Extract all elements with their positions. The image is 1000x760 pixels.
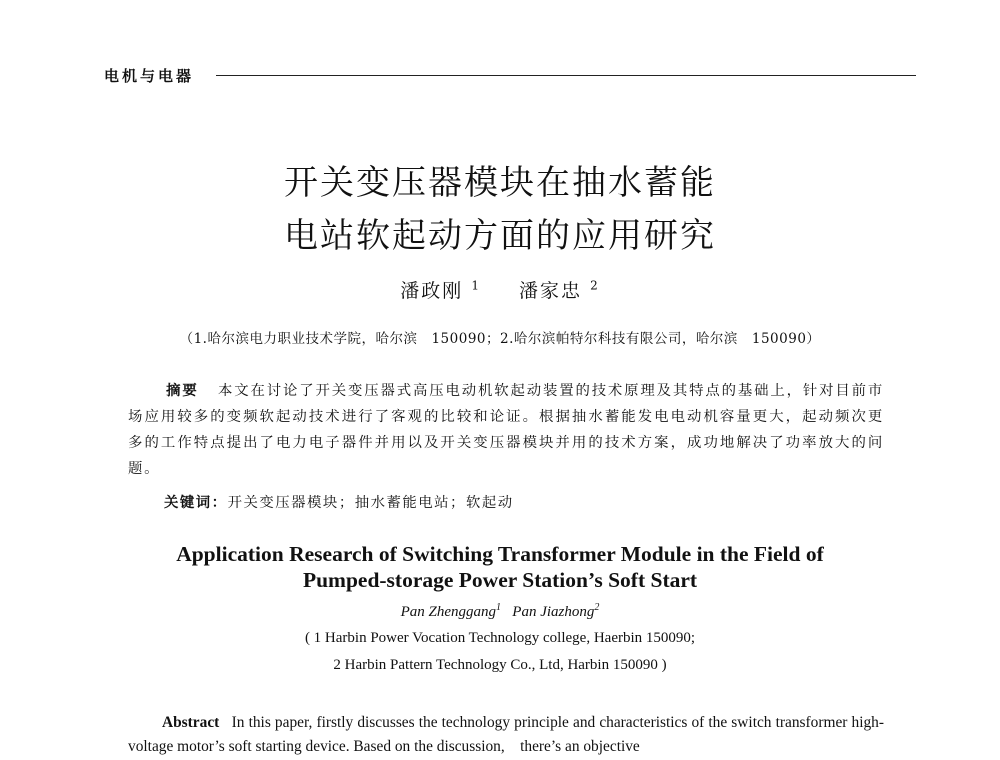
english-authors [0, 602, 1000, 621]
chinese-keywords-label: 关键词： [164, 494, 228, 511]
chinese-keywords [164, 490, 884, 516]
running-header [104, 66, 916, 86]
chinese-abstract [128, 378, 884, 482]
english-affiliation-line-1: ( 1 Harbin Power Vocation Technology college, Haerbin 150090; [304, 630, 696, 646]
chinese-authors [0, 276, 1000, 303]
chinese-author-1-affil-mark: 1 [471, 278, 481, 293]
english-affiliation-line-2: 2 Harbin Pattern Technology Co., Ltd, Harbin 150090 ) [333, 657, 667, 673]
english-author-1-affil-mark: 1 [496, 602, 502, 613]
chinese-abstract-text: 本文在讨论了开关变压器式高压电动机软起动装置的技术原理及其特点的基础上，针对目前市场应用较多的变频软起动技术进行了客观的比较和论证。根据抽水蓄能发电电动机容量更大，起动频次更多的工作特点提出了电力电子器件并用以及开关变压器模块并用的技术方案，成功地解决了功率放大的问题。 [128, 383, 885, 477]
chinese-title-line-1: 开关变压器模块在抽水蓄能 [284, 163, 716, 203]
chinese-author-2: 潘家忠 [519, 280, 583, 302]
english-title-line-2: Pumped-storage Power Station’s Soft Start [302, 568, 698, 592]
english-abstract-label: Abstract [162, 714, 220, 731]
english-author-1: Pan Zhenggang [400, 604, 497, 620]
chinese-keywords-text: 开关变压器模块；抽水蓄能电站；软起动 [227, 495, 514, 511]
chinese-abstract-label: 摘要 [166, 382, 199, 399]
header-rule [216, 75, 916, 76]
english-abstract [128, 711, 884, 759]
english-title-line-1: Application Research of Switching Transformer Module in the Field of [176, 542, 824, 566]
chinese-title-line-2: 电站软起动方面的应用研究 [284, 216, 716, 256]
journal-section-label: 电机与电器 [104, 66, 200, 86]
english-author-2: Pan Jiazhong [512, 604, 595, 620]
chinese-author-2-affil-mark: 2 [590, 278, 600, 293]
chinese-affiliations: （1.哈尔滨电力职业技术学院，哈尔滨 150090；2.哈尔滨帕特尔科技有限公司，哈尔滨 150090） [179, 331, 821, 347]
chinese-author-1: 潘政刚 [400, 280, 464, 302]
english-abstract-text: In this paper, firstly discusses the technology principle and characteristics of the switch transformer high-voltage motor’s soft starting device. Based on the discussion, there’s an objective [128, 714, 885, 755]
english-author-2-affil-mark: 2 [594, 602, 600, 613]
